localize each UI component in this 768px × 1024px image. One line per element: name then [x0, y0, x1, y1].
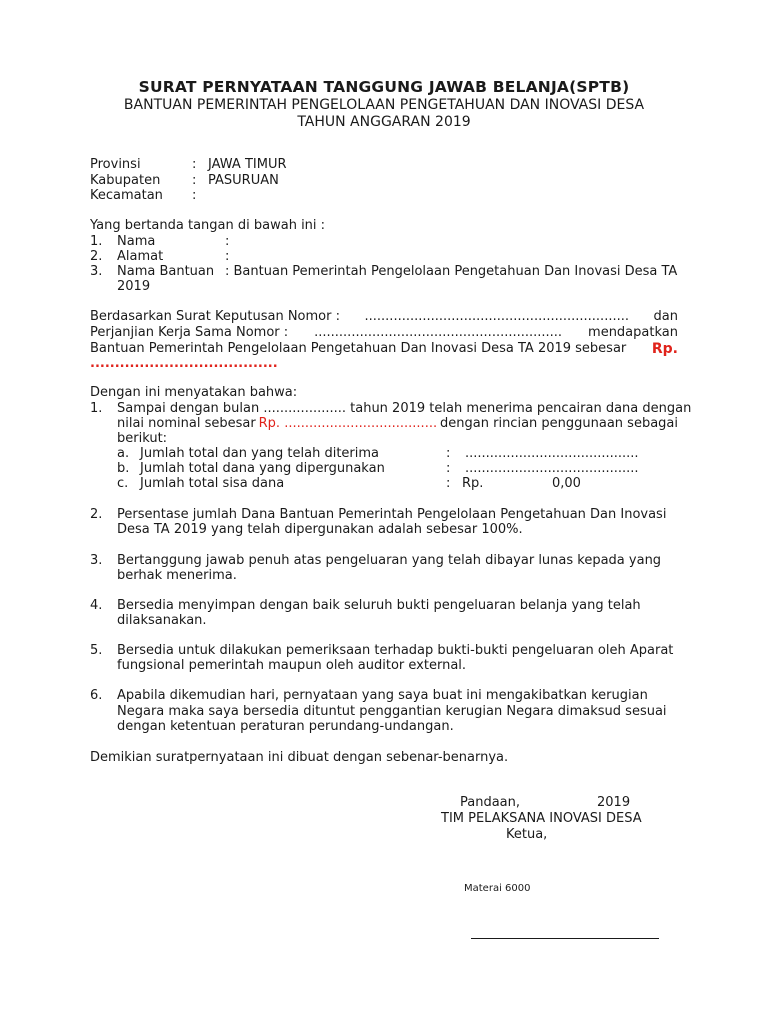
- list-number: 3.: [90, 264, 103, 279]
- basis-text: Bantuan Pemerintah Pengelolaan Pengetahuan Dan Inovasi Desa TA 2019 sebesar: [90, 341, 627, 356]
- statement-intro: Dengan ini menyatakan bahwa:: [90, 385, 298, 400]
- region-sep: :: [192, 173, 197, 188]
- statement-text: fungsional pemerintah maupun oleh auditor external.: [117, 658, 467, 673]
- sub-letter: a.: [117, 446, 130, 461]
- document-title: SURAT PERNYATAAN TANGGUNG JAWAB BELANJA(SPTB): [138, 78, 630, 96]
- list-number: 3.: [90, 553, 103, 568]
- sub-sep: :: [446, 461, 451, 476]
- list-number: 4.: [90, 598, 103, 613]
- region-value: JAWA TIMUR: [208, 157, 287, 172]
- closing-text: Demikian suratpernyataan ini dibuat dengan sebenar-benarnya.: [90, 750, 509, 765]
- stamp-label: Materai 6000: [464, 883, 531, 894]
- sub-value: ..........................................: [465, 446, 639, 461]
- signer-label: Nama: [117, 234, 156, 249]
- sub-label: Jumlah total dana yang dipergunakan: [140, 461, 385, 476]
- statement-text: Sampai dengan bulan .................... tahun 2019 telah menerima pencairan dana dengan: [117, 401, 692, 416]
- sub-amount: 0,00: [552, 476, 581, 491]
- statement-text: Desa TA 2019 yang telah dipergunakan adalah sebesar 100%.: [117, 522, 523, 537]
- basis-line: [90, 325, 678, 340]
- statement-text: Apabila dikemudian hari, pernyataan yang saya buat ini mengakibatkan kerugian: [117, 688, 648, 703]
- region-value: PASURUAN: [208, 173, 279, 188]
- signature-role: Ketua,: [506, 827, 548, 842]
- signature-year: 2019: [597, 795, 631, 810]
- sub-letter: c.: [117, 476, 129, 491]
- statement-text: Bersedia menyimpan dengan baik seluruh bukti pengeluaran belanja yang telah: [117, 598, 641, 613]
- statement-text: Bersedia untuk dilakukan pemeriksaan terhadap bukti-bukti pengeluaran oleh Aparat: [117, 643, 674, 658]
- document-year: TAHUN ANGGARAN 2019: [297, 114, 471, 130]
- statement-text: dengan ketentuan peraturan perundang-undangan.: [117, 719, 454, 734]
- list-number: 6.: [90, 688, 103, 703]
- basis-text: mendapatkan: [588, 325, 678, 340]
- statement-text: Bertanggung jawab penuh atas pengeluaran yang telah dibayar lunas kepada yang: [117, 553, 662, 568]
- sub-value: Rp.: [462, 476, 484, 491]
- region-label: Provinsi: [90, 157, 141, 172]
- signature-org: TIM PELAKSANA INOVASI DESA: [441, 811, 642, 826]
- list-number: 2.: [90, 507, 103, 522]
- sub-sep: :: [446, 446, 451, 461]
- statement-text: Negara maka saya bersedia dituntut penggantian kerugian Negara dimaksud sesuai: [117, 704, 667, 719]
- signer-value: : Bantuan Pemerintah Pengelolaan Pengetahuan Dan Inovasi Desa TA: [225, 264, 678, 279]
- signer-intro: Yang bertanda tangan di bawah ini :: [90, 218, 326, 233]
- region-label: Kecamatan: [90, 188, 163, 203]
- signer-label: Alamat: [117, 249, 164, 264]
- region-sep: :: [192, 188, 197, 203]
- list-number: 1.: [90, 401, 103, 416]
- sub-letter: b.: [117, 461, 130, 476]
- statement-text: nilai nominal sebesar: [117, 416, 256, 431]
- basis-line: [90, 341, 678, 357]
- signature-line: [471, 938, 659, 939]
- amount-rp: Rp. .....................................: [258, 416, 438, 431]
- signer-value: :: [225, 249, 230, 264]
- list-number: 2.: [90, 249, 103, 264]
- basis-dots: ............................................................: [314, 325, 563, 340]
- statement-text: dilaksanakan.: [117, 613, 207, 628]
- basis-text: Berdasarkan Surat Keputusan Nomor :: [90, 309, 340, 324]
- statement-text: berhak menerima.: [117, 568, 237, 583]
- statement-text: Persentase jumlah Dana Bantuan Pemerintah Pengelolaan Pengetahuan Dan Inovasi: [117, 507, 667, 522]
- list-number: 1.: [90, 234, 103, 249]
- statement-text: berikut:: [117, 431, 168, 446]
- basis-text: dan: [653, 309, 678, 324]
- statement-text: dengan rincian penggunaan sebagai: [440, 416, 678, 431]
- basis-text: Perjanjian Kerja Sama Nomor :: [90, 325, 289, 340]
- sub-label: Jumlah total dan yang telah diterima: [140, 446, 380, 461]
- sub-value: ..........................................: [465, 461, 639, 476]
- document-subtitle: BANTUAN PEMERINTAH PENGELOLAAN PENGETAHUAN DAN INOVASI DESA: [123, 97, 645, 113]
- amount-rp: Rp.: [651, 341, 678, 357]
- basis-line: [90, 309, 678, 324]
- list-number: 5.: [90, 643, 103, 658]
- signer-label: Nama Bantuan: [117, 264, 215, 279]
- region-label: Kabupaten: [90, 173, 161, 188]
- signer-value-continued: 2019: [117, 279, 151, 294]
- basis-dots: ................................................................: [364, 309, 629, 324]
- signer-value: :: [225, 234, 230, 249]
- region-sep: :: [192, 157, 197, 172]
- sub-sep: :: [446, 476, 451, 491]
- statement-line: [117, 416, 678, 431]
- amount-dots: ......................................: [90, 356, 278, 371]
- sub-label: Jumlah total sisa dana: [140, 476, 285, 491]
- signature-place: Pandaan,: [460, 795, 521, 810]
